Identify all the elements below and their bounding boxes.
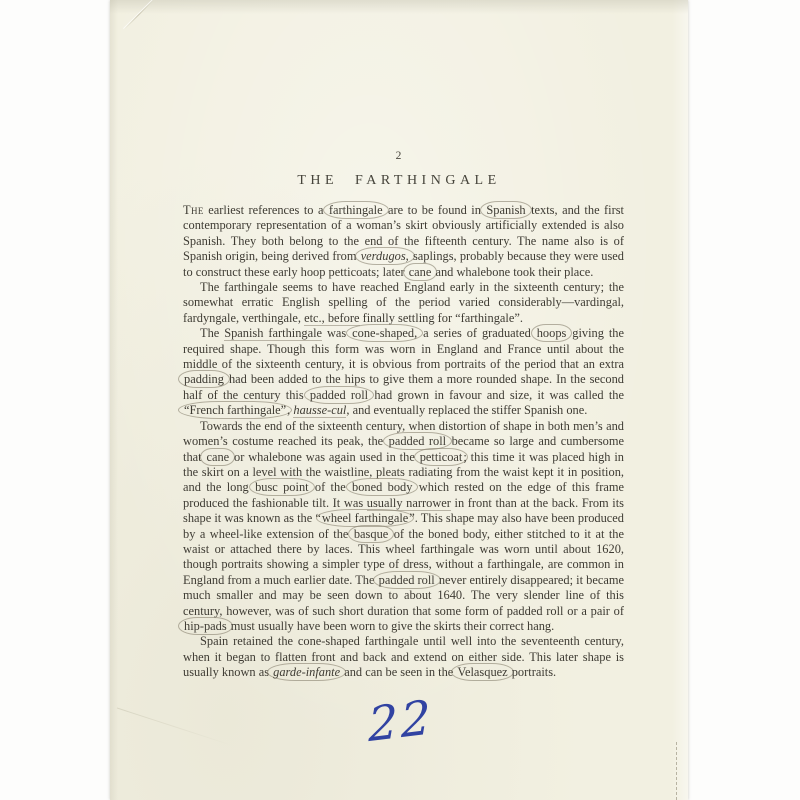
text-run: ”. This shape may also have been produced by a wheel-like extension of the <box>183 511 624 541</box>
text-run: or whalebone was again used in the <box>230 449 419 464</box>
text-run: The <box>183 203 204 217</box>
pencil-circled-word: verdugos, <box>355 247 415 265</box>
text-run: finally settling for “farthingale”. <box>359 310 523 325</box>
page-edge-perforation <box>676 742 677 800</box>
paragraph <box>183 280 624 326</box>
pencil-circled-word: garde-infante <box>267 663 346 681</box>
text-run: , <box>287 403 294 418</box>
text-block <box>183 203 624 681</box>
text-run: and can be seen in the <box>341 665 457 680</box>
text-run: saplings, probably because they were used to construct these early hoop petticoats; later <box>183 249 625 279</box>
pencil-circled-word: basque <box>348 525 394 543</box>
pencil-circled-word: padded roll <box>383 432 452 450</box>
text-run: a series of graduated <box>418 326 536 341</box>
pencil-underlined-word: Spanish farthingale <box>224 326 323 341</box>
paragraph <box>183 634 624 680</box>
pencil-underlined-word: usually narrower <box>366 495 451 510</box>
pencil-underlined-word: hausse-cul <box>293 403 347 418</box>
pencil-circled-word: hip-pads <box>178 617 233 635</box>
text-run: are to be found in <box>383 203 486 217</box>
pencil-circled-word: padded roll <box>373 571 441 589</box>
text-run: Spain retained the cone-shaped farthingale until well into the seventeenth century, when it began to flatten front and back and extend on either side. This later shape is usually known as <box>183 634 624 680</box>
pencil-circled-word: Velasquez <box>451 663 513 681</box>
text-run: which rested on the edge of this frame produced the fashionable tilt. It was <box>183 480 624 510</box>
page-number: 2 <box>395 150 403 162</box>
paragraph <box>183 419 624 635</box>
text-run: was <box>322 326 352 341</box>
pencil-circled-word: busc point <box>249 478 315 496</box>
pencil-circled-word: cane <box>403 263 438 281</box>
text-run: The <box>200 326 225 341</box>
text-run: in front than at the back. From its shape it was known as the “ <box>183 495 624 526</box>
paragraph <box>183 203 624 280</box>
page-title: THE FARTHINGALE <box>297 173 501 188</box>
text-run: had grown in favour and size, it was called the <box>369 387 624 402</box>
text-run: earliest references to a <box>203 203 328 217</box>
text-run: giving the required shape. Though this form was worn in England and France until about the middle of the sixteenth century, it is obvious from portraits of the period that an extra <box>183 326 625 372</box>
pencil-circled-word: cane <box>200 448 235 466</box>
pencil-circled-word: boned body <box>346 478 418 496</box>
pencil-circled-word: padded roll <box>304 386 374 404</box>
text-run: The farthingale seems to have reached England early in the sixteenth century; the somewhat erratic English spelling of the period varied considerably—vardingal, fardyngale, verthingale, <box>183 280 624 325</box>
handwritten-number: 22 <box>367 689 435 754</box>
paper-fold-mark <box>117 707 231 745</box>
text-run: of the <box>309 480 352 495</box>
text-run: ; this time it was placed high in the skirt on a level with the waistline, pleats radiating from the waist kept it in position, and the long <box>183 449 624 495</box>
paper-crease <box>124 0 154 30</box>
paragraph <box>183 326 624 418</box>
text-run: Towards the end of the sixteenth century, when distortion of shape in both men’s and women’s costume reached its peak, the <box>183 418 624 449</box>
pencil-circled-word: cone-shaped, <box>346 324 423 342</box>
text-run: portraits. <box>508 665 557 680</box>
pencil-underlined-word: etc., before <box>304 310 360 325</box>
text-run: had been added to the hips to give them a more rounded shape. In the second half of the century this <box>183 372 624 402</box>
pencil-circled-word: padding <box>178 370 230 388</box>
text-run: never entirely disappeared; it became much smaller and may be seen down to about 1640. The very slender line of this century, however, was of such short duration that some form of padded roll or a pair of <box>183 572 624 618</box>
text-run: and whalebone took their place. <box>432 264 594 279</box>
book-page <box>110 0 688 800</box>
pencil-circled-word: wheel farthingale <box>316 509 414 527</box>
text-run: became so large and cumbersome that <box>183 434 625 464</box>
text-run: , and eventually replaced the stiffer Spanish one. <box>346 403 588 418</box>
text-run: of the boned body, either stitched to it at the waist or attached there by laces. This wheel farthingale was worn until about 1620, though portraits showing a simpler type of dress, without a farthingale, are common in England from a much earlier date. The <box>183 526 624 587</box>
pencil-circled-word: “French farthingale” <box>178 401 292 419</box>
pencil-circled-word: farthingale <box>323 201 389 219</box>
text-run: texts, and the first contemporary representation of a woman’s skirt obviously artificially extended is also Spanish. They both belong to the end of the fifteenth century. The name also is of Spanish origin, being derived from <box>183 203 624 264</box>
pencil-circled-word: Spanish <box>480 201 531 219</box>
pencil-circled-word: petticoat <box>414 448 469 466</box>
pencil-circled-word: hoops <box>531 324 573 342</box>
text-run: must usually have been worn to give the skirts their correct hang. <box>227 618 555 633</box>
